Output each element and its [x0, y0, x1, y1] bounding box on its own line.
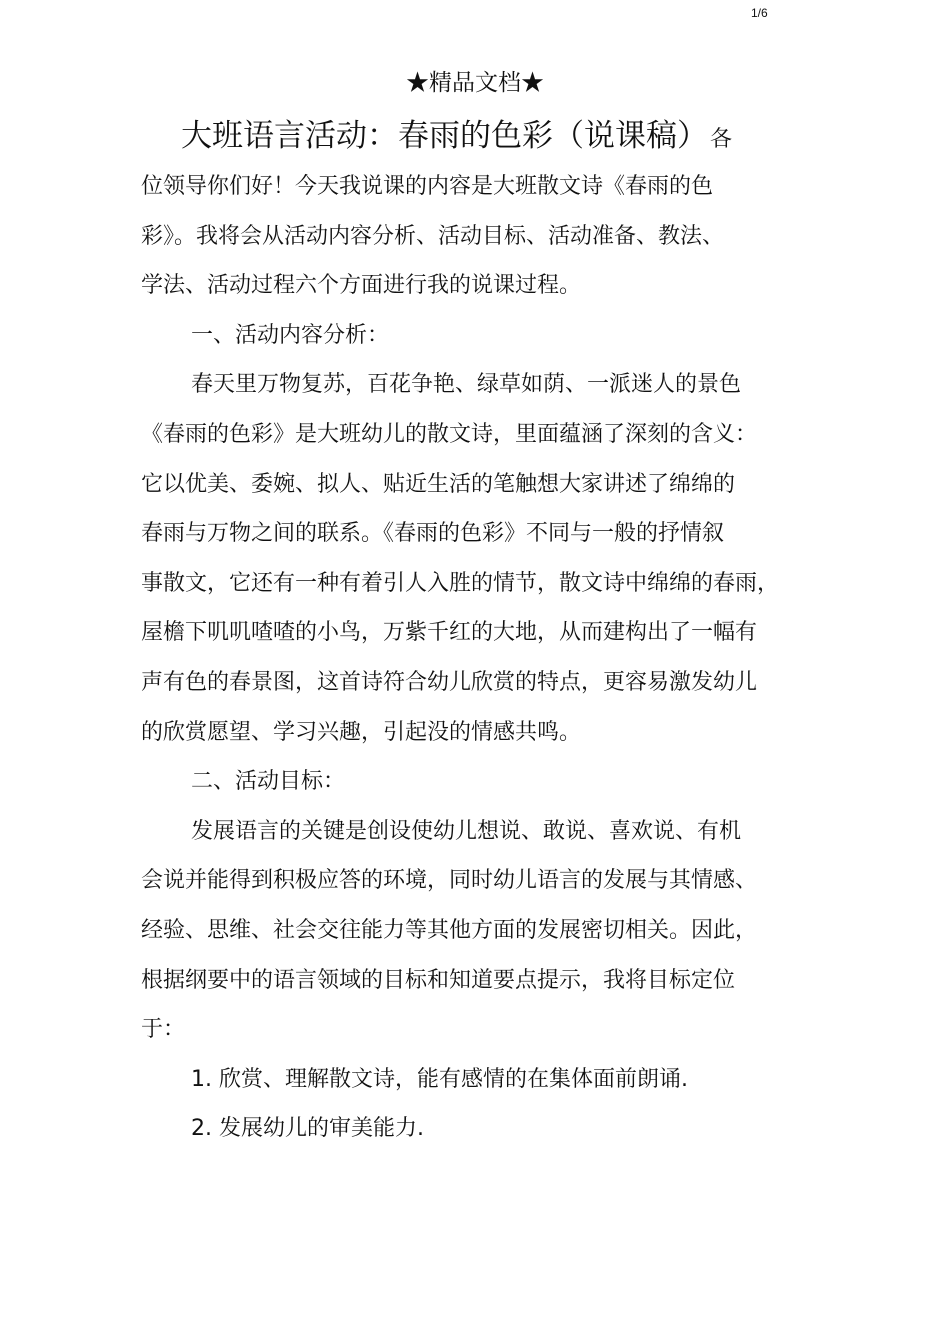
paragraph-line: 春天里万物复苏，百花争艳、绿草如荫、一派迷人的景色 [191, 372, 742, 398]
paragraph-line: 声有色的春景图，这首诗符合幼儿欣赏的特点，更容易激发幼儿 [141, 669, 758, 695]
paragraph-line: 经验、思维、社会交往能力等其他方面的发展密切相关。因此， [141, 917, 758, 943]
document-title: 大班语言活动：春雨的色彩（说课稿） [181, 118, 708, 154]
paragraph-line: 的欣赏愿望、学习兴趣，引起没的情感共鸣。 [141, 719, 582, 745]
header-mark: ★精品文档★ [406, 70, 544, 96]
paragraph-line: 于： [141, 1017, 186, 1043]
paragraph-line: 它以优美、委婉、拟人、贴近生活的笔触想大家讲述了绵绵的 [141, 471, 736, 497]
paragraph-line: 根据纲要中的语言领域的目标和知道要点提示，我将目标定位 [141, 967, 736, 993]
section-heading: 二、活动目标： [191, 769, 346, 795]
paragraph-line: 发展语言的关键是创设使幼儿想说、敢说、喜欢说、有机 [191, 818, 742, 844]
paragraph-line: 彩》。我将会从活动内容分析、活动目标、活动准备、教法、 [141, 223, 725, 249]
body-text [141, 162, 831, 1154]
title-tail-text: 各 [710, 127, 733, 152]
list-item: 1. 欣赏、理解散文诗，能有感情的在集体面前朗诵. [191, 1066, 688, 1092]
paragraph-line: 春雨与万物之间的联系。《春雨的色彩》不同与一般的抒情叙 [141, 521, 725, 547]
paragraph-line: 屋檐下叽叽喳喳的小鸟，万紫千红的大地，从而建构出了一幅有 [141, 620, 758, 646]
paragraph-line: 《春雨的色彩》是大班幼儿的散文诗，里面蕴涵了深刻的含义： [141, 421, 758, 447]
page-number: 1/6 [751, 6, 768, 20]
paragraph-line: 位领导你们好！今天我说课的内容是大班散文诗《春雨的色 [141, 174, 714, 199]
section-heading: 一、活动内容分析： [191, 322, 390, 348]
paragraph-line: 会说并能得到积极应答的环境，同时幼儿语言的发展与其情感、 [141, 868, 758, 894]
list-item: 2. 发展幼儿的审美能力. [191, 1116, 424, 1142]
paragraph-line: 学法、活动过程六个方面进行我的说课过程。 [141, 273, 582, 299]
paragraph-line: 事散文，它还有一种有着引人入胜的情节，散文诗中绵绵的春雨， [141, 570, 780, 596]
title-line [181, 110, 732, 155]
